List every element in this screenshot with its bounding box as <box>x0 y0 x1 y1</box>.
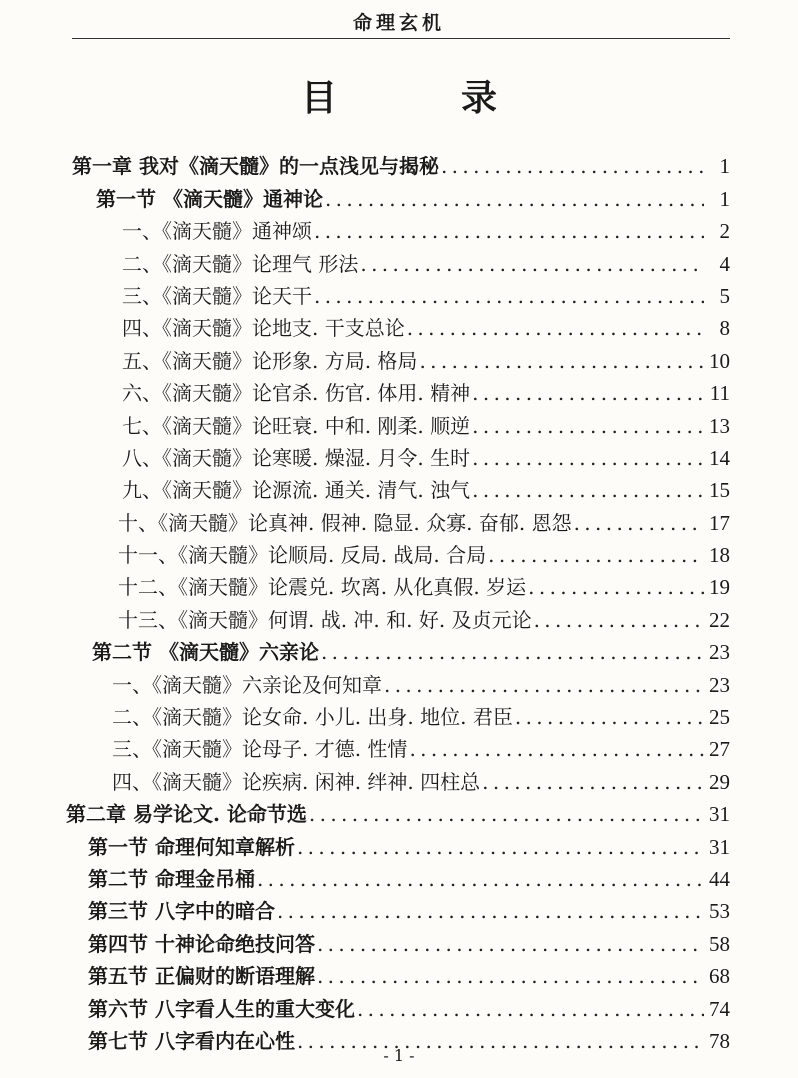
dot-leader <box>297 835 704 859</box>
toc-entry-page: 27 <box>709 737 730 762</box>
toc-entry[interactable] <box>0 956 798 988</box>
toc-entry-page: 22 <box>709 607 730 632</box>
toc-entry-page: 10 <box>709 348 730 373</box>
dot-leader <box>409 737 704 761</box>
toc-entry-title: 第三节 八字中的暗合 <box>88 899 275 924</box>
toc-entry[interactable] <box>0 664 798 696</box>
toc-entry[interactable] <box>0 567 798 599</box>
toc-entry-title: 十三、《滴天髓》何谓. 战. 冲. 和. 好. 及贞元论 <box>118 607 532 632</box>
toc-entry-title: 十二、《滴天髓》论震兑. 坎离. 从化真假. 岁运 <box>118 575 527 600</box>
toc-entry-title: 十、《滴天髓》论真神. 假神. 隐显. 众寡. 奋郁. 恩怨 <box>118 510 572 535</box>
toc-entry[interactable] <box>0 276 798 308</box>
toc-entry[interactable] <box>0 923 798 955</box>
dot-leader <box>317 932 704 956</box>
toc-entry-title: 五、《滴天髓》论形象. 方局. 格局 <box>122 348 418 373</box>
toc-entry[interactable] <box>0 891 798 923</box>
toc-entry[interactable] <box>0 826 798 858</box>
page-number: - 1 - <box>383 1046 415 1065</box>
toc-entry-title: 第四节 十神论命绝技问答 <box>88 931 315 956</box>
toc-entry-title: 八、《滴天髓》论寒暖. 燥湿. 月令. 生时 <box>122 445 471 470</box>
toc-entry[interactable] <box>0 340 798 372</box>
toc-entry-title: 七、《滴天髓》论旺衰. 中和. 刚柔. 顺逆 <box>122 413 471 438</box>
toc-entry-title: 一、《滴天髓》六亲论及何知章 <box>112 672 382 697</box>
toc-entry-page: 44 <box>709 866 730 891</box>
toc-entry[interactable] <box>0 373 798 405</box>
toc-entry-page: 25 <box>709 705 730 730</box>
toc-entry[interactable] <box>0 697 798 729</box>
dot-leader <box>488 543 704 567</box>
dot-leader <box>314 284 704 308</box>
toc-title-left: 目 <box>300 77 337 119</box>
toc-entry-title: 六、《滴天髓》论官杀. 伤官. 体用. 精神 <box>122 381 471 406</box>
toc-entry[interactable] <box>0 438 798 470</box>
toc-entry-title: 第二章 易学论文. 论命节选 <box>66 802 307 827</box>
toc-entry-title: 第七节 八字看内在心性 <box>88 1028 295 1053</box>
toc-entry-page: 31 <box>709 834 730 859</box>
toc-entry-title: 第二节 命理金吊桶 <box>88 866 255 891</box>
toc-entry-title: 第六节 八字看人生的重大变化 <box>88 996 355 1021</box>
toc-entry-title: 十一、《滴天髓》论顺局. 反局. 战局. 合局 <box>118 543 487 568</box>
dot-leader <box>472 478 704 502</box>
toc-entry-page: 23 <box>709 640 730 665</box>
toc-entry[interactable] <box>0 178 798 210</box>
toc-entry[interactable] <box>0 859 798 891</box>
toc-entry-page: 13 <box>709 413 730 438</box>
dot-leader <box>534 608 704 632</box>
toc-entry[interactable] <box>0 632 798 664</box>
toc-entry-title: 第一章 我对《滴天髓》的一点浅见与揭秘 <box>72 154 439 179</box>
toc-entry-title: 第五节 正偏财的断语理解 <box>88 964 315 989</box>
toc-title-right: 录 <box>461 77 498 119</box>
toc-entry[interactable] <box>0 502 798 534</box>
toc-entry-title: 第一节 命理何知章解析 <box>88 834 295 859</box>
toc-entry[interactable] <box>0 729 798 761</box>
toc-entry-title: 第一节 《滴天髓》通神论 <box>96 186 323 211</box>
dot-leader <box>314 219 704 243</box>
toc-entry[interactable] <box>0 761 798 793</box>
toc-entry[interactable] <box>0 470 798 502</box>
dot-leader <box>441 154 704 178</box>
toc-entry-page: 58 <box>709 931 730 956</box>
toc-entry-page: 31 <box>709 802 730 827</box>
dot-leader <box>309 802 704 826</box>
dot-leader <box>419 349 704 373</box>
dot-leader <box>407 316 704 340</box>
dot-leader <box>325 187 704 211</box>
dot-leader <box>384 673 704 697</box>
toc-entry-title: 三、《滴天髓》论天干 <box>122 283 312 308</box>
toc-title <box>0 70 798 121</box>
header-rule <box>72 38 730 39</box>
toc-entry-title: 四、《滴天髓》论疾病. 闲神. 绊神. 四柱总 <box>112 769 481 794</box>
toc-entry-page: 8 <box>719 316 730 341</box>
toc-entry-page: 17 <box>709 510 730 535</box>
dot-leader <box>472 381 704 405</box>
toc-entry[interactable] <box>0 211 798 243</box>
toc-entry[interactable] <box>0 988 798 1020</box>
toc-entry-title: 二、《滴天髓》论理气 形法 <box>122 251 359 276</box>
toc-entry-title: 一、《滴天髓》通神颂 <box>122 219 312 244</box>
dot-leader <box>277 899 704 923</box>
toc-entry-page: 5 <box>719 283 730 308</box>
toc-entry-title: 第二节 《滴天髓》六亲论 <box>92 640 319 665</box>
toc-entry-page: 1 <box>719 154 730 179</box>
toc-entry[interactable] <box>0 599 798 631</box>
dot-leader <box>482 770 704 794</box>
toc-entry-page: 4 <box>719 251 730 276</box>
toc-list <box>0 146 798 1053</box>
dot-leader <box>321 640 704 664</box>
toc-entry-title: 九、《滴天髓》论源流. 通关. 清气. 浊气 <box>122 478 471 503</box>
toc-entry-title: 四、《滴天髓》论地支. 干支总论 <box>122 316 405 341</box>
toc-entry-page: 53 <box>709 899 730 924</box>
toc-entry-page: 74 <box>709 996 730 1021</box>
toc-entry-page: 1 <box>719 186 730 211</box>
dot-leader <box>317 964 704 988</box>
dot-leader <box>472 414 704 438</box>
toc-entry[interactable] <box>0 405 798 437</box>
toc-entry-page: 18 <box>709 543 730 568</box>
toc-entry-page: 19 <box>709 575 730 600</box>
dot-leader <box>357 997 704 1021</box>
dot-leader <box>472 446 704 470</box>
dot-leader <box>515 705 704 729</box>
toc-entry-title: 三、《滴天髓》论母子. 才德. 性情 <box>112 737 408 762</box>
toc-entry-page: 15 <box>709 478 730 503</box>
toc-entry-page: 2 <box>719 219 730 244</box>
toc-entry[interactable] <box>0 146 798 178</box>
running-title: 命理玄机 <box>352 12 445 34</box>
toc-entry[interactable] <box>0 535 798 567</box>
toc-entry-page: 14 <box>709 445 730 470</box>
toc-entry-page: 78 <box>709 1028 730 1053</box>
dot-leader <box>528 575 704 599</box>
toc-entry-title: 二、《滴天髓》论女命. 小儿. 出身. 地位. 君臣 <box>112 705 513 730</box>
toc-entry-page: 11 <box>709 381 730 406</box>
toc-entry-page: 29 <box>709 769 730 794</box>
toc-entry-page: 68 <box>709 964 730 989</box>
toc-entry[interactable] <box>0 243 798 275</box>
toc-entry[interactable] <box>0 794 798 826</box>
dot-leader <box>574 511 704 535</box>
dot-leader <box>360 252 704 276</box>
dot-leader <box>257 867 704 891</box>
toc-entry[interactable] <box>0 308 798 340</box>
toc-entry-page: 23 <box>709 672 730 697</box>
